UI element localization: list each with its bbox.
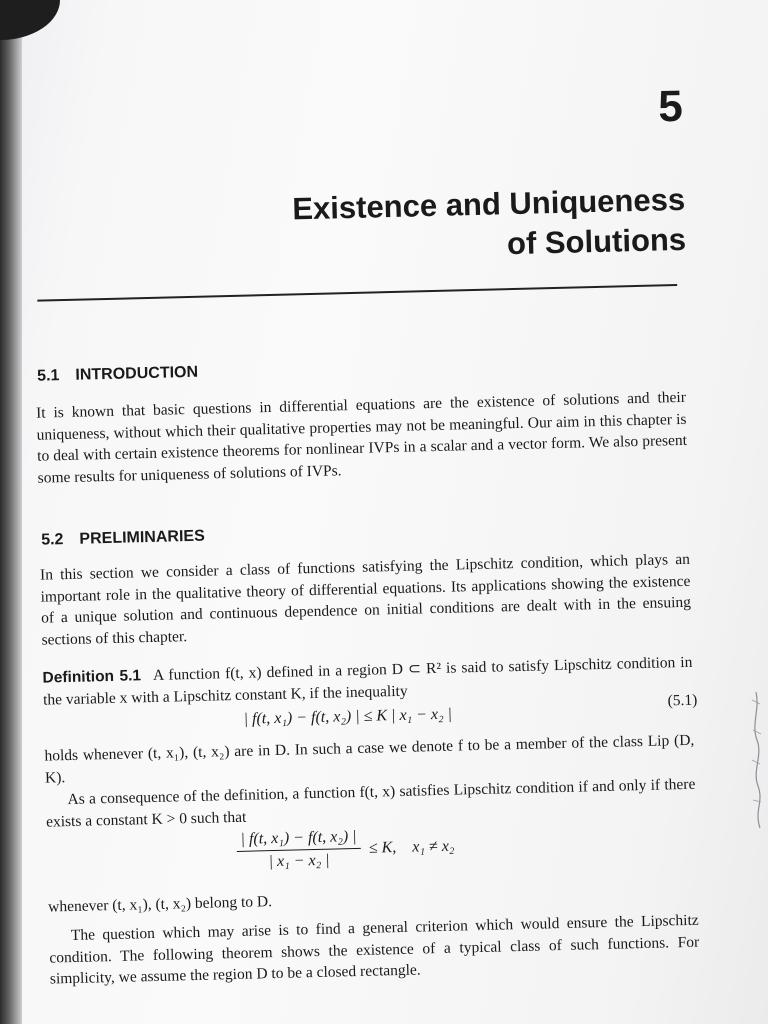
chapter-title xyxy=(85,180,687,275)
introduction-paragraph: It is known that basic questions in differential equations are the existence of solutions and their uniqueness, without which their qualitative properties may not be meaningful. Our aim in this chapter is to deal with certain existence theorems for nonlinear IVPs in a scalar and a vector form. We also present some results for uniqueness of solutions of IVPs. xyxy=(35,388,688,487)
lipschitz-fraction-inequality xyxy=(236,826,455,872)
definition-paragraph xyxy=(42,652,693,711)
equation-number: (5.1) xyxy=(667,691,698,710)
closing-paragraph: The question which may arise is to find a general criterion which would ensure the Lipschitz condition. The following theorem shows the existence of a typical class of such functions. For simplicity, we assume the region D to be a closed rectangle. xyxy=(49,911,700,988)
section-heading-preliminaries xyxy=(41,528,205,550)
section-title: INTRODUCTION xyxy=(75,363,199,384)
chapter-title-line-1: Existence and Uniqueness xyxy=(291,181,686,227)
lipschitz-inequality: | f(t, x₁) − f(t, x₂) | ≤ K | x₁ − x₂ | xyxy=(243,705,453,728)
section-number: 5.1 xyxy=(36,367,60,385)
chapter-divider-rule xyxy=(37,284,677,302)
section-title: PRELIMINARIES xyxy=(79,527,205,548)
section-heading-introduction xyxy=(37,364,198,386)
section-number: 5.2 xyxy=(40,531,64,549)
book-spine-shadow xyxy=(0,0,22,1024)
preliminaries-paragraph: In this section we consider a class of functions satisfying the Lipschitz condition, which plays an important role in the qualitative theory of differential equations. Its applications showing the existence of a unique solution and continuous dependence on initial conditions are dealt with in the ensuing sections of this chapter. xyxy=(39,550,692,649)
chapter-title-line-2: of Solutions xyxy=(506,221,687,262)
fraction-numerator: | f(t, x₁) − f(t, x₂) | xyxy=(236,828,360,852)
definition-label: Definition 5.1 xyxy=(42,667,142,687)
page-content xyxy=(20,0,705,1024)
fraction xyxy=(236,828,361,872)
consequence-after-paragraph: whenever (t, x₁), (t, x₂) belong to D. xyxy=(47,893,273,916)
chapter-number: 5 xyxy=(657,81,684,132)
definition-text: A function f(t, x) defined in a region D ⊂ R² is said to satisfy Lipschitz condition in the variable x with a Lipschitz constant K, if the inequality xyxy=(42,653,693,709)
consequence-paragraph: As a consequence of the definition, a function f(t, x) satisfies Lipschitz condition if and only if there exists a constant K > 0 such that xyxy=(45,775,696,831)
definition-after-paragraph: holds whenever (t, x₁), (t, x₂) are in D. In such a case we denote f to be a member of the class Lip (D, K). xyxy=(44,731,695,787)
fraction-condition: ≤ K, x₁ ≠ x₂ xyxy=(368,837,455,857)
fraction-denominator: | x₁ − x₂ | xyxy=(268,851,330,871)
margin-scribble-mark xyxy=(748,690,764,830)
